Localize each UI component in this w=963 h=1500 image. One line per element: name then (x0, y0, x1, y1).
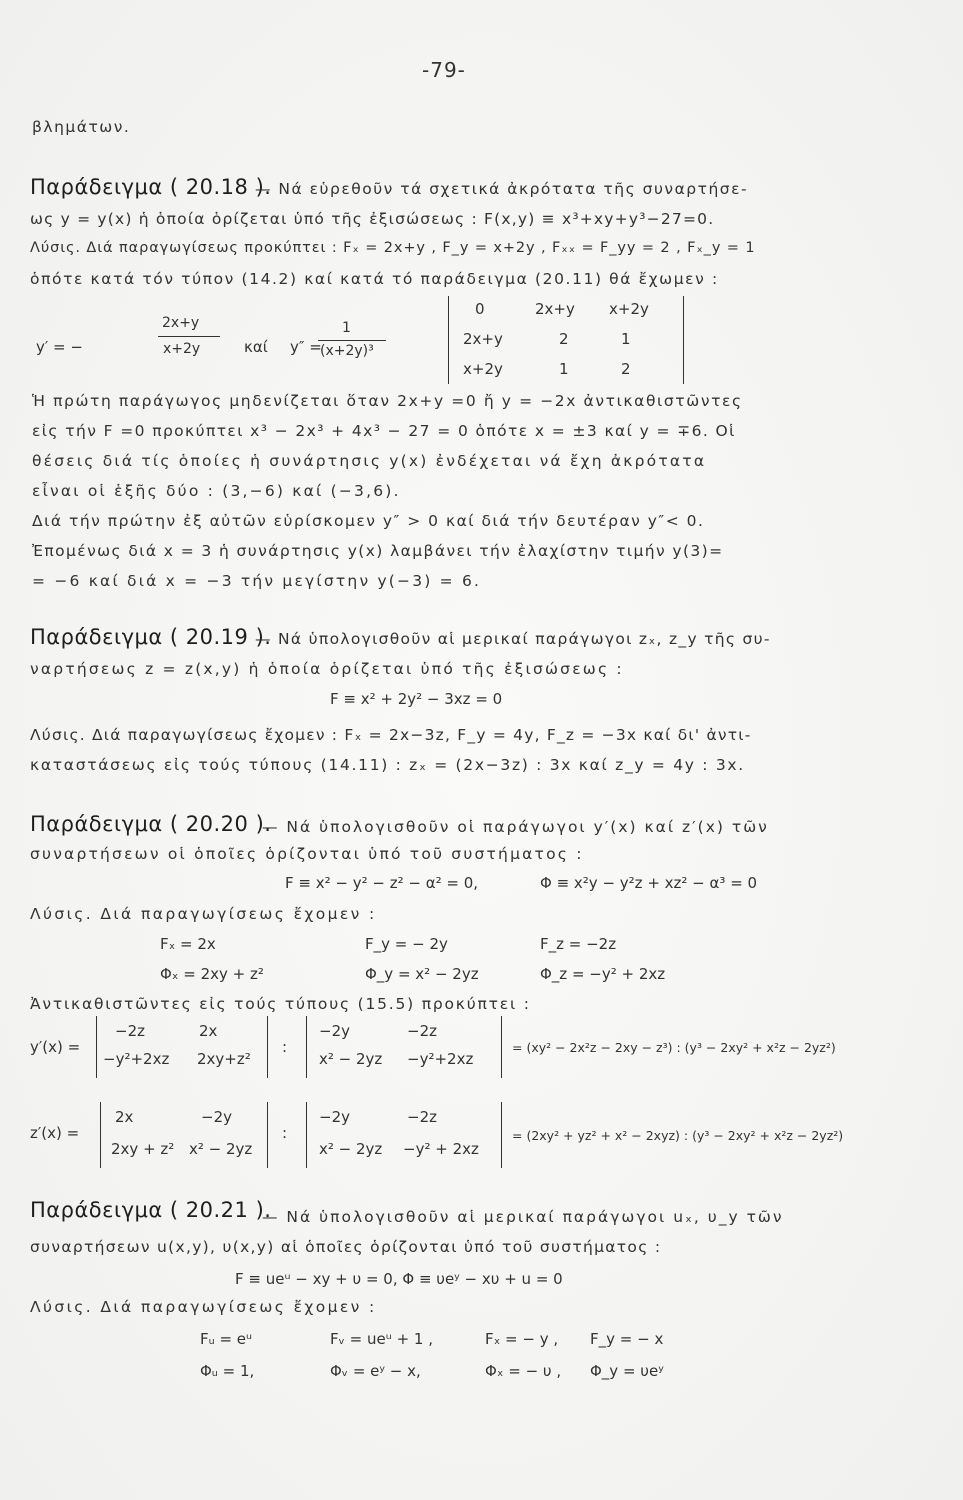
derivative: Φ_y = x² − 2yz (365, 965, 479, 983)
page-number: -79- (422, 58, 466, 82)
derivative: Φ_z = −y² + 2xz (540, 965, 666, 983)
matrix-cell: 2xy + z² (111, 1140, 175, 1158)
derivative: Φₓ = 2xy + z² (160, 965, 264, 983)
text-line: — Νά ὑπολογισθοῦν αἱ μερικαί παράγωγοι zₓ, z_y τῆς συ- (255, 630, 771, 648)
matrix-cell: 2 (621, 360, 631, 378)
text-line: ναρτήσεως z = z(x,y) ἡ ὁποία ὁρίζεται ὑπό τῆς ἐξισώσεως : (30, 660, 624, 678)
kai-word: καί (244, 338, 268, 356)
matrix-cell: −2y (201, 1108, 232, 1126)
zprime-label: z′(x) = (30, 1124, 80, 1142)
text-line: Λύσις. Διά παραγωγίσεως ἔχομεν : (30, 905, 377, 923)
derivative: Φ_y = υeʸ (590, 1362, 664, 1380)
fraction-numerator: 2x+y (162, 315, 200, 331)
text-line: ὁπότε κατά τόν τύπον (14.2) καί κατά τό παράδειγμα (20.11) θά ἔχωμεν : (30, 270, 719, 288)
matrix-cell: −2z (407, 1108, 437, 1126)
matrix-cell: −2y (319, 1108, 350, 1126)
system-equations: F ≡ ueᵘ − xy + υ = 0, Φ ≡ υeʸ − xυ + u = 0 (235, 1270, 563, 1288)
derivative: F_y = − 2y (365, 935, 448, 953)
text-line: — Νά ὑπολογισθοῦν αἱ μερικαί παράγωγοι uₓ, υ_y τῶν (262, 1208, 784, 1226)
matrix-cell: −y² + 2xz (403, 1140, 479, 1158)
text-line: εἰς τήν F =0 προκύπτει x³ − 2x³ + 4x³ − 27 = 0 ὁπότε x = ±3 καί y = ∓6. Οἱ (32, 422, 736, 440)
text-line: εἶναι οἱ ἑξῆς δύο : (3,−6) καί (−3,6). (32, 482, 401, 500)
ydouble-label: y″ = (290, 338, 322, 356)
equation: F ≡ x² + 2y² − 3xz = 0 (330, 690, 503, 708)
result: = (xy² − 2x²z − 2xy − z³) : (y³ − 2xy² + x²z − 2yz²) (512, 1040, 836, 1055)
system-equation-phi: Φ ≡ x²y − y²z + xz² − α³ = 0 (540, 874, 758, 892)
fraction-bar (158, 336, 220, 337)
text-line: Ἐπομένως διά x = 3 ἡ συνάρτησις y(x) λαμβάνει τήν ἐλαχίστην τιμήν y(3)= (32, 542, 724, 560)
text-line: Λύσις. Διά παραγωγίσεως ἔχομεν : (30, 1298, 377, 1316)
matrix-cell: 2 (559, 330, 569, 348)
derivative: Fᵤ = eᵘ (200, 1330, 253, 1348)
matrix-cell: x+2y (463, 360, 503, 378)
matrix-cell: 2x+y (535, 300, 575, 318)
text-line: Λύσις. Διά παραγωγίσεως προκύπτει : Fₓ = 2x+y , F_y = x+2y , Fₓₓ = F_yy = 2 , Fₓ_y = 1 (30, 240, 756, 256)
matrix-cell: 2x (115, 1108, 134, 1126)
matrix-cell: 1 (559, 360, 569, 378)
example-heading: Παράδειγμα ( 20.21 ). (30, 1198, 272, 1222)
matrix-cell: x² − 2yz (189, 1140, 253, 1158)
matrix-cell: 2x (199, 1022, 218, 1040)
text-line: — Νά ὑπολογισθοῦν οἱ παράγωγοι y′(x) καί z′(x) τῶν (262, 818, 769, 836)
matrix-cell: 0 (475, 300, 485, 318)
fraction-bar (318, 340, 386, 341)
example-heading: Παράδειγμα ( 20.18 ). (30, 175, 272, 199)
derivative: Φᵤ = 1, (200, 1362, 255, 1380)
matrix-cell: x² − 2yz (319, 1140, 383, 1158)
determinant-denominator (306, 1102, 502, 1168)
text-line: Διά τήν πρώτην ἐξ αὐτῶν εὑρίσκομεν y″ > 0 καί διά τήν δευτέραν y″< 0. (32, 512, 705, 530)
example-heading: Παράδειγμα ( 20.20 ). (30, 812, 272, 836)
fraction-denominator: x+2y (163, 341, 201, 357)
determinant-numerator (96, 1016, 268, 1078)
derivative: Φₓ = − υ , (485, 1362, 562, 1380)
example-heading: Παράδειγμα ( 20.19 ). (30, 625, 272, 649)
text-line: Λύσις. Διά παραγωγίσεως ἔχομεν : Fₓ = 2x−3z, F_y = 4y, F_z = −3x καί δι' ἀντι- (30, 726, 752, 744)
text-line: ως y = y(x) ἡ ὁποία ὁρίζεται ὑπό τῆς ἐξισώσεως : F(x,y) ≡ x³+xy+y³−27=0. (30, 210, 715, 228)
text-line: — Νά εὑρεθοῦν τά σχετικά ἀκρότατα τῆς συναρτήσε- (255, 180, 749, 198)
text-line: θέσεις διά τίς ὁποίες ἡ συνάρτησις y(x) ἐνδέχεται νά ἔχη ἀκρότατα (32, 452, 707, 470)
determinant-denominator (306, 1016, 502, 1078)
colon: : (282, 1038, 288, 1056)
result: = (2xy² + yz² + x² − 2xyz) : (y³ − 2xy² + x²z − 2yz²) (512, 1128, 844, 1143)
derivative: F_z = −2z (540, 935, 617, 953)
matrix-cell: −2y (319, 1022, 350, 1040)
colon: : (282, 1124, 288, 1142)
matrix-cell: −y²+2xz (407, 1050, 474, 1068)
fraction-denominator: (x+2y)³ (320, 343, 374, 359)
text-line: συναρτήσεων οἱ ὁποῖες ὁρίζονται ὑπό τοῦ συστήματος : (30, 845, 584, 863)
matrix-cell: 2xy+z² (197, 1050, 251, 1068)
text-line: καταστάσεως εἰς τούς τύπους (14.11) : zₓ = (2x−3z) : 3x καί z_y = 4y : 3x. (30, 756, 745, 774)
hessian-matrix (448, 296, 684, 384)
intro-word: βλημάτων. (32, 118, 131, 136)
matrix-cell: −2z (115, 1022, 145, 1040)
matrix-cell: −2z (407, 1022, 437, 1040)
determinant-numerator (100, 1102, 268, 1168)
system-equation-f: F ≡ x² − y² − z² − α² = 0, (285, 874, 479, 892)
text-line: Ἀντικαθιστῶντες εἰς τούς τύπους (15.5) προκύπτει : (30, 995, 531, 1013)
matrix-cell: 1 (621, 330, 631, 348)
derivative: Fₓ = − y , (485, 1330, 559, 1348)
matrix-cell: x² − 2yz (319, 1050, 383, 1068)
derivative: Fₓ = 2x (160, 935, 216, 953)
yprime-label: y′ = − (36, 338, 83, 356)
matrix-cell: x+2y (609, 300, 649, 318)
text-line: συναρτήσεων u(x,y), υ(x,y) αἱ ὁποῖες ὁρίζονται ὑπό τοῦ συστήματος : (30, 1238, 662, 1256)
text-line: Ἡ πρώτη παράγωγος μηδενίζεται ὅταν 2x+y =0 ἤ y = −2x ἀντικαθιστῶντες (32, 392, 743, 410)
matrix-cell: 2x+y (463, 330, 503, 348)
yprime-label: y′(x) = (30, 1038, 81, 1056)
fraction-numerator: 1 (342, 320, 351, 336)
derivative: F_y = − x (590, 1330, 664, 1348)
text-line: = −6 καί διά x = −3 τήν μεγίστην y(−3) = 6. (32, 572, 482, 590)
matrix-cell: −y²+2xz (103, 1050, 170, 1068)
derivative: Fᵥ = ueᵘ + 1 , (330, 1330, 433, 1348)
derivative: Φᵥ = eʸ − x, (330, 1362, 421, 1380)
